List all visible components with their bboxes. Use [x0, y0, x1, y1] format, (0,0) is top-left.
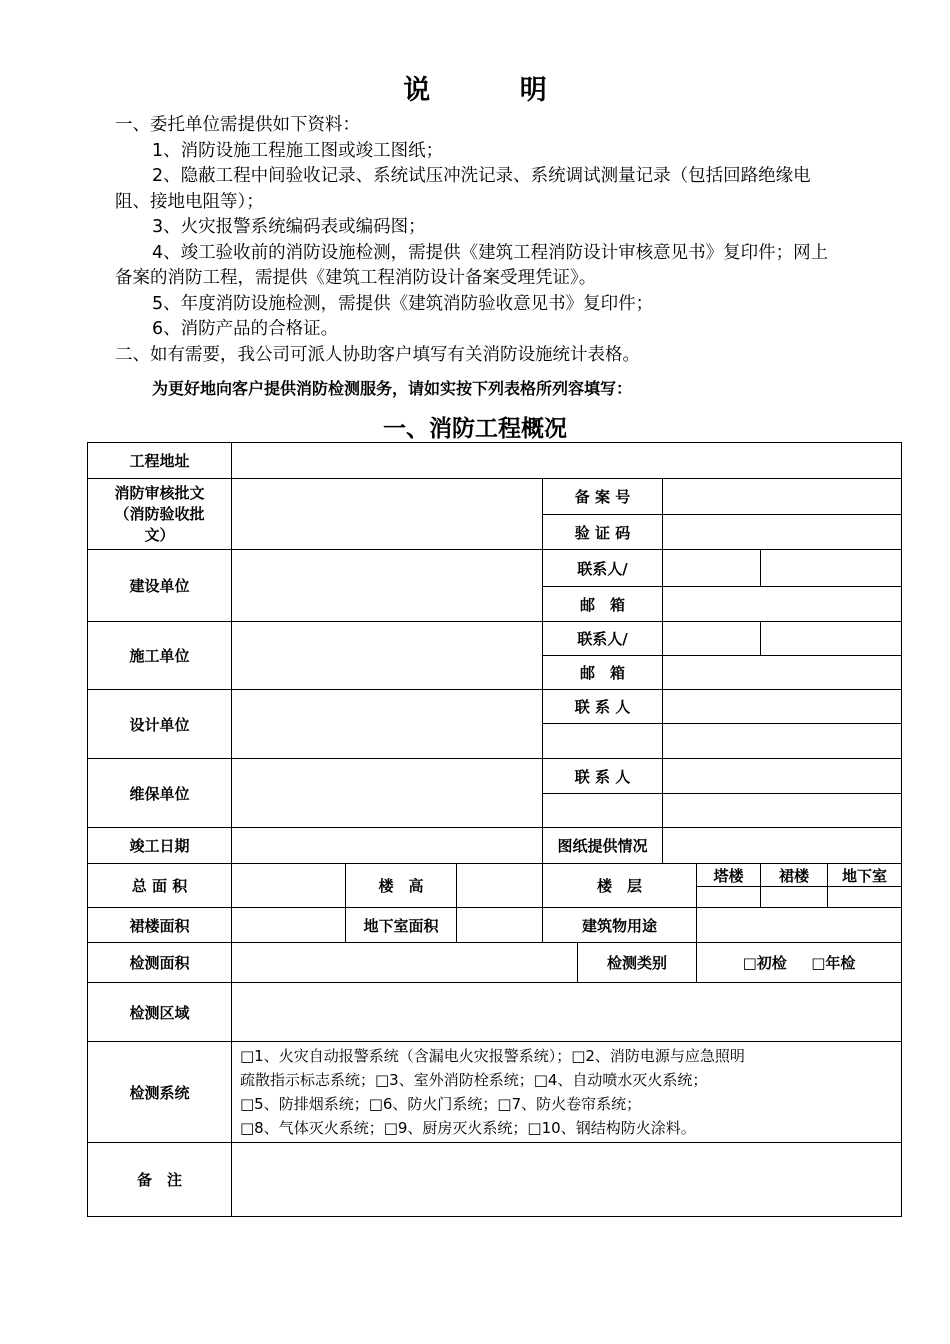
drawings-field[interactable] — [663, 828, 902, 864]
remarks-field[interactable] — [232, 1143, 902, 1217]
test-type-label: 检测类别 — [578, 943, 697, 983]
construct-unit-field[interactable] — [232, 622, 543, 690]
bldg-height-field[interactable] — [457, 864, 543, 908]
contact-field[interactable] — [663, 622, 761, 656]
total-area-field[interactable] — [232, 864, 346, 908]
complete-date-label: 竣工日期 — [88, 828, 232, 864]
extra-field[interactable] — [663, 724, 902, 759]
instructions — [115, 113, 840, 368]
test-area-label: 检测面积 — [88, 943, 232, 983]
instruction-item: 1、消防设施工程施工图或竣工图纸； — [152, 140, 444, 161]
basement-floors-field[interactable] — [828, 887, 902, 908]
instruction-item: 2、隐蔽工程中间验收记录、系统试压冲洗记录、系统调试测量记录（包括回路绝缘电阻、接地电阻等）； — [115, 166, 811, 212]
basement-label: 地下室 — [828, 864, 902, 887]
instruction-item: 4、竣工验收前的消防设施检测，需提供《建筑工程消防设计审核意见书》复印件；网上备案的消防工程，需提供《建筑工程消防设计备案受理凭证》。 — [115, 242, 829, 288]
system-options-line[interactable]: □8、气体灭火系统；□9、厨房灭火系统；□10、钢结构防火涂料。 — [240, 1119, 696, 1137]
test-zone-label: 检测区域 — [88, 983, 232, 1042]
test-system-label: 检测系统 — [88, 1042, 232, 1143]
verify-code-label: 验 证 码 — [543, 515, 663, 550]
extra-field[interactable] — [663, 794, 902, 828]
project-overview-table — [87, 442, 902, 1217]
build-unit-label: 建设单位 — [88, 550, 232, 622]
remarks-label: 备 注 — [88, 1143, 232, 1217]
tower-floors-field[interactable] — [697, 887, 761, 908]
extra-label-field[interactable] — [543, 724, 663, 759]
bldg-use-label: 建筑物用途 — [543, 908, 697, 943]
maint-unit-field[interactable] — [232, 759, 543, 828]
construct-unit-label: 施工单位 — [88, 622, 232, 690]
contact-field[interactable] — [663, 550, 761, 587]
build-unit-field[interactable] — [232, 550, 543, 622]
podium-label: 裙楼 — [761, 864, 828, 887]
contact-field[interactable] — [663, 759, 902, 794]
system-options-line[interactable]: □5、防排烟系统；□6、防火门系统；□7、防火卷帘系统； — [240, 1095, 642, 1113]
page-title: 说 明 — [403, 75, 587, 106]
podium-area-field[interactable] — [232, 908, 346, 943]
section-title: 一、消防工程概况 — [383, 416, 567, 442]
total-area-label: 总 面 积 — [88, 864, 232, 908]
instruction-item: 5、年度消防设施检测，需提供《建筑消防验收意见书》复印件； — [152, 293, 654, 314]
tower-label: 塔楼 — [697, 864, 761, 887]
bldg-use-field[interactable] — [697, 908, 902, 943]
test-system-options — [232, 1042, 902, 1143]
instruction-line: 二、如有需要，我公司可派人协助客户填写有关消防设施统计表格。 — [115, 344, 640, 365]
contact-field[interactable] — [663, 690, 902, 724]
instruction-item: 3、火灾报警系统编码表或编码图； — [152, 217, 426, 237]
instruction-item: 6、消防产品的合格证。 — [152, 319, 339, 339]
contact-label: 联 系 人 — [543, 690, 663, 724]
contact-label: 联系人/ — [543, 550, 663, 587]
system-options-line[interactable]: 疏散指示标志系统；□3、室外消防栓系统；□4、自动喷水灭火系统； — [240, 1071, 708, 1089]
podium-floors-field[interactable] — [761, 887, 828, 908]
approval-field[interactable] — [232, 479, 543, 550]
extra-label-field[interactable] — [543, 794, 663, 828]
floors-label: 楼 层 — [543, 864, 697, 908]
address-label: 工程地址 — [88, 443, 232, 479]
drawings-label: 图纸提供情况 — [543, 828, 663, 864]
podium-area-label: 裙楼面积 — [88, 908, 232, 943]
contact-label: 联 系 人 — [543, 759, 663, 794]
basement-area-field[interactable] — [457, 908, 543, 943]
instruction-line: 一、委托单位需提供如下资料： — [115, 115, 360, 135]
email-field[interactable] — [663, 656, 902, 690]
test-zone-field[interactable] — [232, 983, 902, 1042]
design-unit-field[interactable] — [232, 690, 543, 759]
phone-field[interactable] — [761, 622, 902, 656]
annual-check-checkbox[interactable]: □年检 — [811, 954, 856, 972]
approval-label: 消防审核批文（消防验收批文） — [88, 479, 232, 550]
bldg-height-label: 楼 高 — [346, 864, 457, 908]
email-label: 邮 箱 — [543, 587, 663, 622]
maint-unit-label: 维保单位 — [88, 759, 232, 828]
record-no-field[interactable] — [663, 479, 902, 515]
address-field[interactable] — [232, 443, 902, 479]
initial-check-checkbox[interactable]: □初检 — [742, 954, 787, 972]
complete-date-field[interactable] — [232, 828, 543, 864]
test-area-field[interactable] — [232, 943, 578, 983]
fill-note: 为更好地向客户提供消防检测服务，请如实按下列表格所列容填写： — [152, 379, 633, 398]
phone-field[interactable] — [761, 550, 902, 587]
design-unit-label: 设计单位 — [88, 690, 232, 759]
email-label: 邮 箱 — [543, 656, 663, 690]
basement-area-label: 地下室面积 — [346, 908, 457, 943]
verify-code-field[interactable] — [663, 515, 902, 550]
record-no-label: 备 案 号 — [543, 479, 663, 515]
system-options-line[interactable]: □1、火灾自动报警系统（含漏电火灾报警系统）；□2、消防电源与应急照明 — [240, 1047, 745, 1065]
contact-label: 联系人/ — [543, 622, 663, 656]
email-field[interactable] — [663, 587, 902, 622]
